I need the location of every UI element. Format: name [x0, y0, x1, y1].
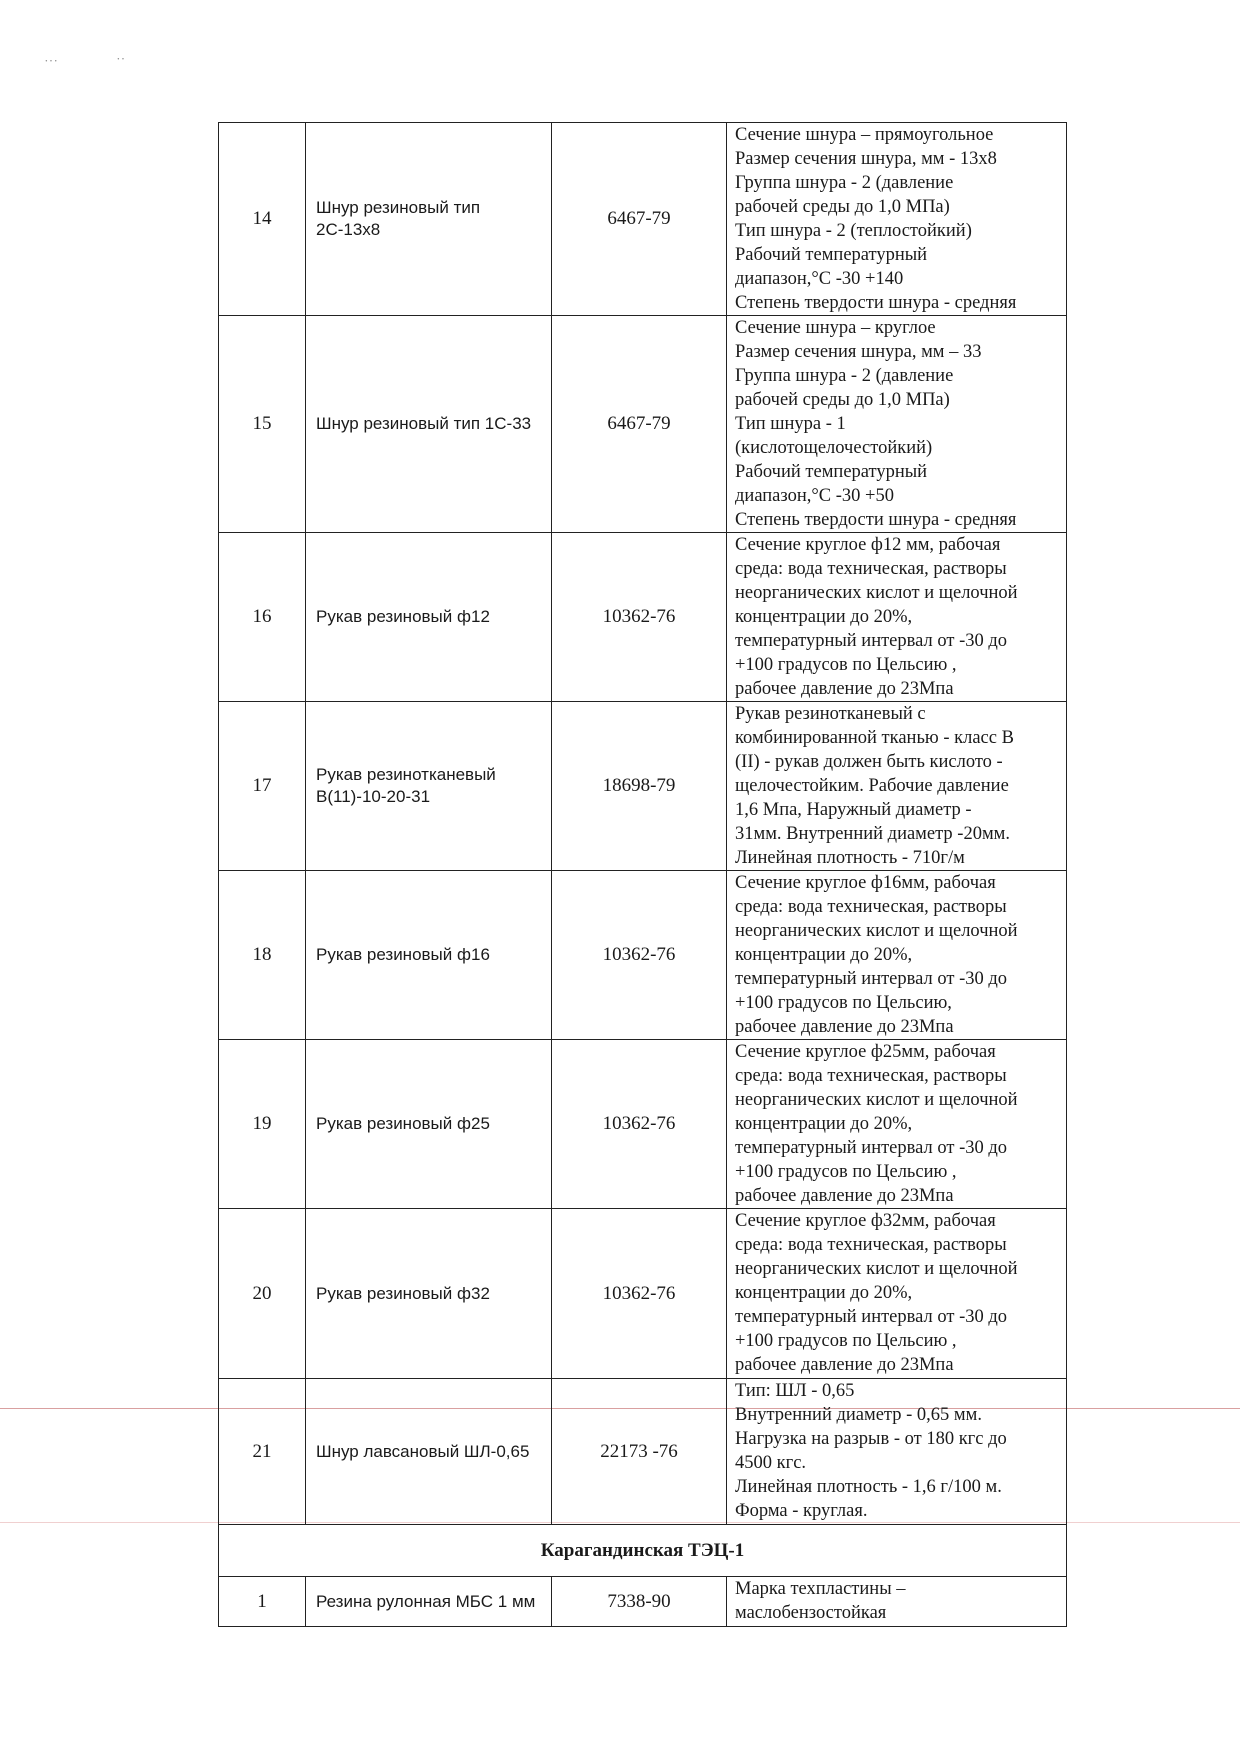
row-number: 16	[219, 533, 306, 702]
item-name: Рукав резиновый ф16	[306, 871, 552, 1040]
section-header-row	[219, 1525, 1067, 1577]
specification-table	[218, 122, 1067, 1627]
row-number: 14	[219, 123, 306, 316]
row-number: 15	[219, 316, 306, 533]
item-name: Шнур резиновый тип 1С-33	[306, 316, 552, 533]
row-number: 17	[219, 702, 306, 871]
gost-number: 10362-76	[552, 533, 727, 702]
item-specification: Тип: ШЛ - 0,65 Внутренний диаметр - 0,65 мм. Нагрузка на разрыв - от 180 кгс до 4500 кгс. Линейная плотность - 1,6 г/100 м. Форма - круглая.	[727, 1379, 1067, 1525]
item-specification: Сечение шнура – прямоугольное Размер сечения шнура, мм - 13х8 Группа шнура - 2 (давление рабочей среды до 1,0 МПа) Тип шнура - 2 (теплостойкий) Рабочий температурный диапазон,°С -30 +140 Степень твердости шнура - средняя	[727, 123, 1067, 316]
table-row	[219, 316, 1067, 533]
table-row	[219, 871, 1067, 1040]
row-number: 1	[219, 1577, 306, 1627]
row-number: 20	[219, 1209, 306, 1379]
gost-number: 10362-76	[552, 1209, 727, 1379]
item-specification: Сечение круглое ф16мм, рабочая среда: вода техническая, растворы неорганических кислот и щелочной концентрации до 20%, температурный интервал от -30 до +100 градусов по Цельсию, рабочее давление до 23Мпа	[727, 871, 1067, 1040]
gost-number: 22173 -76	[552, 1379, 727, 1525]
item-name: Рукав резиновый ф32	[306, 1209, 552, 1379]
scan-artifact-mark: ˙˙˙	[44, 58, 58, 73]
gost-number: 18698-79	[552, 702, 727, 871]
section-title: Карагандинская ТЭЦ-1	[219, 1525, 1067, 1577]
gost-number: 6467-79	[552, 123, 727, 316]
gost-number: 10362-76	[552, 1040, 727, 1209]
item-specification: Сечение круглое ф12 мм, рабочая среда: вода техническая, растворы неорганических кислот и щелочной концентрации до 20%, температурный интервал от -30 до +100 градусов по Цельсию , рабочее давление до 23Мпа	[727, 533, 1067, 702]
item-name: Шнур лавсановый ШЛ-0,65	[306, 1379, 552, 1525]
gost-number: 6467-79	[552, 316, 727, 533]
row-number: 21	[219, 1379, 306, 1525]
row-number: 18	[219, 871, 306, 1040]
item-name: Рукав резиновый ф12	[306, 533, 552, 702]
table-row	[219, 123, 1067, 316]
item-name: Рукав резинотканевый В(11)-10-20-31	[306, 702, 552, 871]
item-specification: Сечение круглое ф25мм, рабочая среда: вода техническая, растворы неорганических кислот и щелочной концентрации до 20%, температурный интервал от -30 до +100 градусов по Цельсию , рабочее давление до 23Мпа	[727, 1040, 1067, 1209]
table-row	[219, 533, 1067, 702]
table-row	[219, 1379, 1067, 1525]
item-name: Резина рулонная МБС 1 мм	[306, 1577, 552, 1627]
item-specification: Марка техпластины – маслобензостойкая	[727, 1577, 1067, 1627]
table-row	[219, 1040, 1067, 1209]
item-specification: Рукав резинотканевый с комбинированной тканью - класс В (II) - рукав должен быть кислото - щелочестойким. Рабочие давление 1,6 Мпа, Наружный диаметр - 31мм. Внутренний диаметр -20мм. Линейная плотность - 710г/м	[727, 702, 1067, 871]
item-specification: Сечение шнура – круглое Размер сечения шнура, мм – 33 Группа шнура - 2 (давление рабочей среды до 1,0 МПа) Тип шнура - 1 (кислотощелочестойкий) Рабочий температурный диапазон,°С -30 +50 Степень твердости шнура - средняя	[727, 316, 1067, 533]
table-row	[219, 702, 1067, 871]
row-number: 19	[219, 1040, 306, 1209]
item-specification: Сечение круглое ф32мм, рабочая среда: вода техническая, растворы неорганических кислот и щелочной концентрации до 20%, температурный интервал от -30 до +100 градусов по Цельсию , рабочее давление до 23Мпа	[727, 1209, 1067, 1379]
gost-number: 7338-90	[552, 1577, 727, 1627]
table-row	[219, 1209, 1067, 1379]
item-name: Рукав резиновый ф25	[306, 1040, 552, 1209]
gost-number: 10362-76	[552, 871, 727, 1040]
scan-artifact-mark: ˙˙	[116, 56, 126, 71]
item-name: Шнур резиновый тип 2С-13х8	[306, 123, 552, 316]
table-row	[219, 1577, 1067, 1627]
